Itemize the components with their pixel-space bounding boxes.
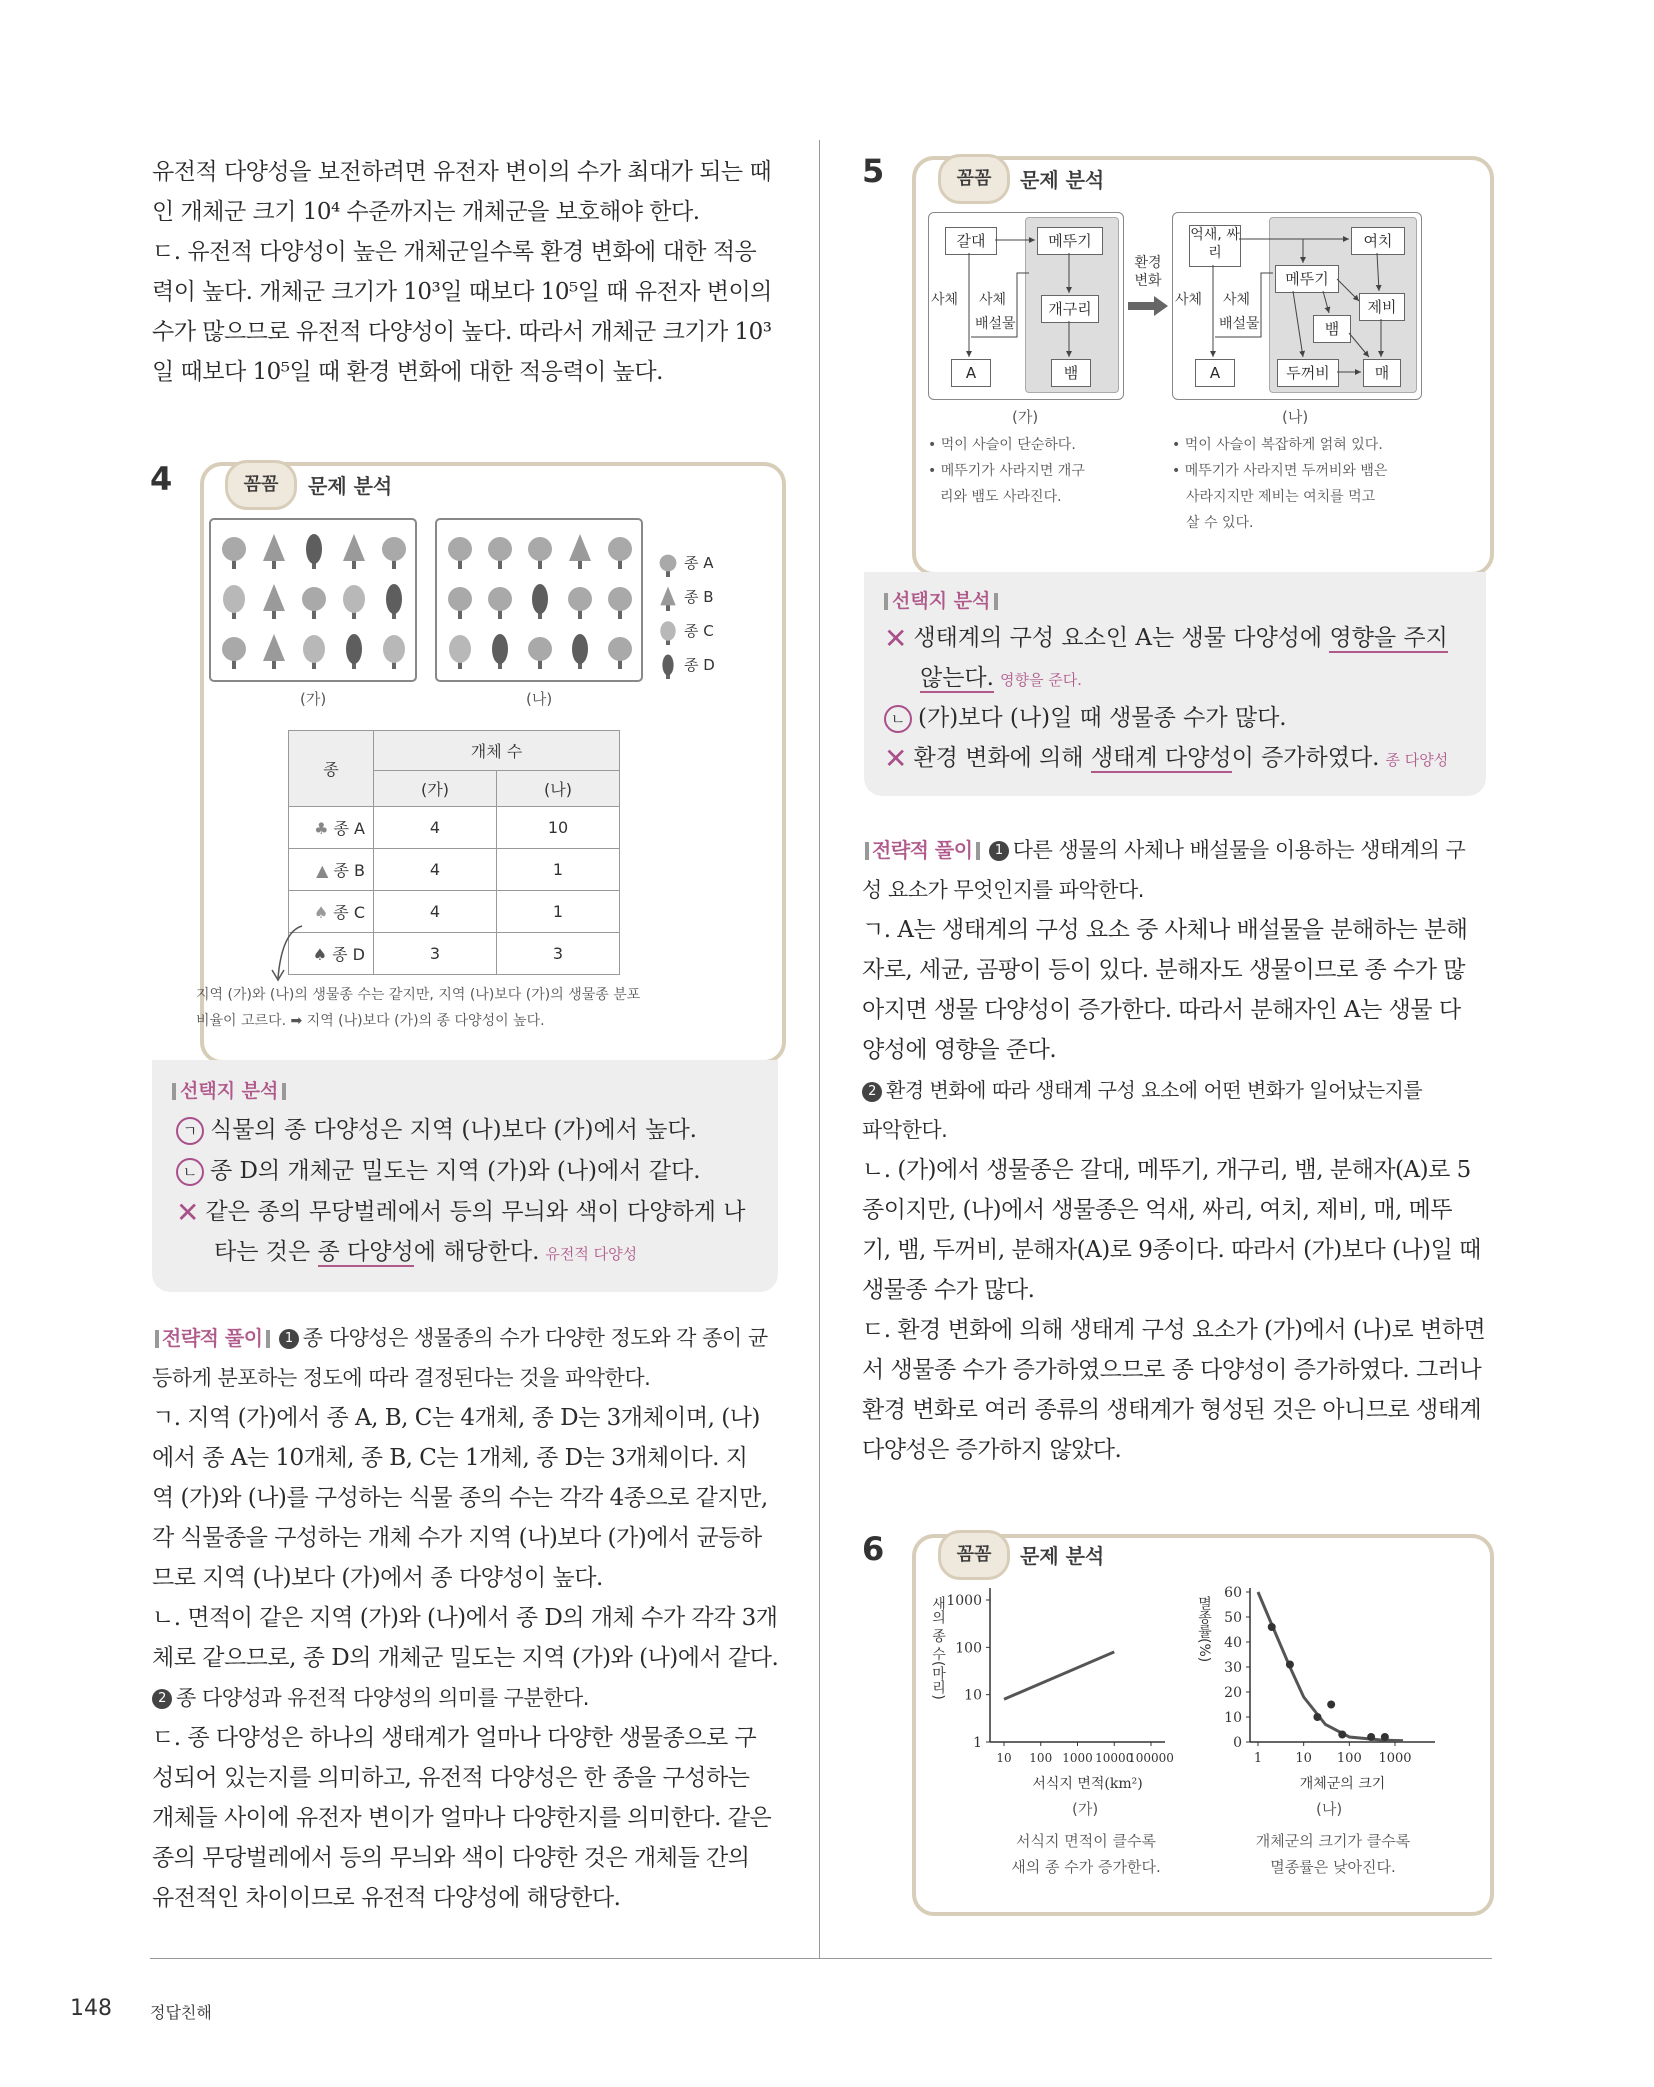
data-point [1313, 1713, 1321, 1721]
y-tick-label: 10 [964, 1687, 982, 1704]
table-header-ga: (가) [374, 771, 497, 807]
choice-1: ✕ 생태계의 구성 요소인 A는 생물 다양성에 영향을 주지 [884, 622, 1448, 655]
tree-icon [660, 621, 675, 645]
caption-ga: (가) [1012, 408, 1039, 426]
step-number-icon: 1 [989, 841, 1009, 861]
note-line: 서식지 면적이 클수록 [1016, 1832, 1156, 1850]
text-line: ㄷ. 종 다양성은 하나의 생태계가 얼마나 다양한 생물종으로 구 [152, 1725, 757, 1751]
x-tick-label: 10000 [1095, 1751, 1134, 1765]
badge: 꼼꼼 [938, 154, 1010, 204]
choice-1-cont [920, 662, 1082, 696]
data-point [1286, 1661, 1294, 1669]
note-line: 리와 뱀도 사라진다. [940, 489, 1062, 505]
node-katydid: 여치 [1351, 227, 1405, 255]
node-frog: 개구리 [1041, 295, 1099, 323]
text-line: 성되어 있는지를 의미하고, 유전적 다양성은 한 종을 구성하는 [152, 1765, 750, 1791]
x-tick-label: 1000 [1378, 1751, 1412, 1766]
y-tick-label: 0 [1233, 1735, 1242, 1751]
choice-2: ㄴ (가)보다 (나)일 때 생물종 수가 많다. [884, 702, 1287, 734]
y-tick-label: 1000 [946, 1593, 982, 1609]
y-tick-label: 20 [1224, 1685, 1242, 1701]
x-tick-label: 1000 [1062, 1751, 1093, 1765]
step-number-icon: 2 [862, 1082, 882, 1102]
text-line: 아지면 생물 다양성이 증가한다. 따라서 분해자인 A는 생물 다 [862, 997, 1461, 1023]
label-carcass: 사체 [979, 292, 1007, 308]
text-line: 양성에 영향을 준다. [862, 1037, 1057, 1063]
chart2-caption: (나) [1316, 1800, 1343, 1818]
left-top-text [152, 152, 792, 392]
node-swallow: 제비 [1359, 293, 1405, 321]
trend-curve [1258, 1592, 1403, 1741]
table-row [289, 849, 620, 891]
text-line: 인 개체군 크기 10⁴ 수준까지는 개체군을 보호해야 한다. [152, 199, 700, 225]
strategy-line: 등하게 분포하는 정도에 따라 결정된다는 것을 파악한다. [152, 1366, 651, 1390]
text-line: ㄴ. (가)에서 생물종은 갈대, 메뚜기, 개구리, 뱀, 분해자(A)로 5 [862, 1157, 1471, 1183]
data-point [1327, 1701, 1335, 1709]
node-grasshopper: 메뚜기 [1275, 265, 1339, 293]
correct-mark: ㄴ [884, 705, 912, 733]
choice-title: 선택지 분석 [880, 586, 1002, 613]
wrong-mark: ✕ [884, 742, 908, 775]
strategy-line: 성 요소가 무엇인지를 파악한다. [862, 878, 1144, 902]
label-carcass: 사체 [1175, 292, 1203, 308]
note-line: • 먹이 사슬이 복잡하게 얽혀 있다. [1172, 437, 1383, 453]
note-line: • 메뚜기가 사라지면 두꺼비와 뱀은 [1172, 463, 1388, 479]
x-tick-label: 100 [1029, 1751, 1053, 1765]
y-tick-label: 1 [973, 1735, 982, 1751]
underlined-text: 생태계 다양성 [1090, 745, 1232, 771]
page-number: 148 [70, 1996, 112, 2021]
table-note [196, 982, 640, 1034]
note-line: • 먹이 사슬이 단순하다. [928, 437, 1076, 453]
food-web-ga [928, 212, 1124, 400]
data-point [1268, 1623, 1276, 1631]
tree-icon [662, 655, 673, 680]
text-line: 력이 높다. 개체군 크기가 10³일 때보다 10⁵일 때 유전자 변이의 [152, 279, 772, 305]
tree-icon: ▲ [316, 861, 329, 880]
x-tick-label: 100000 [1128, 1751, 1174, 1765]
label-excrement: 배설물 [1219, 316, 1260, 332]
note-line: 새의 종 수가 증가한다. [1011, 1858, 1161, 1876]
text-line: ㄷ. 유전적 다양성이 높은 개체군일수록 환경 변화에 대한 적응 [152, 239, 757, 265]
chart-extinction-rate [1190, 1580, 1450, 1820]
x-tick-label: 100 [1336, 1751, 1362, 1766]
step-number-icon: 2 [152, 1689, 172, 1709]
count-cell: 1 [497, 849, 620, 891]
wrong-mark: ✕ [884, 622, 908, 655]
count-cell: 4 [374, 891, 497, 933]
choice-3-cont: 타는 것은 종 다양성에 해당한다. 유전적 다양성 [214, 1239, 638, 1265]
data-point [1338, 1731, 1346, 1739]
text-line: 에서 종 A는 10개체, 종 B, C는 1개체, 종 D는 3개체이다. 지 [152, 1445, 748, 1471]
species-cell: ♠ 종 C [289, 891, 374, 933]
y-tick-label: 10 [1224, 1710, 1242, 1726]
column-divider [819, 140, 820, 1958]
arrow-right-icon [1126, 294, 1170, 318]
underlined-text: 종 다양성 [317, 1239, 414, 1265]
text-line: ㄷ. 환경 변화에 의해 생태계 구성 요소가 (가)에서 (나)로 변하면 [862, 1317, 1486, 1343]
question-number: 6 [862, 1530, 885, 1568]
y-axis-label: 멸종률(%) [1196, 1596, 1212, 1663]
count-cell: 4 [374, 807, 497, 849]
text-line: 서 생물종 수가 증가하였으므로 종 다양성이 증가하였다. 그러나 [862, 1357, 1482, 1383]
label-carcass: 사체 [1223, 292, 1251, 308]
choice-3: ✕ 같은 종의 무당벌레에서 등의 무늬와 색이 다양하게 나 [176, 1196, 746, 1229]
region-label-ga: (가) [300, 690, 327, 708]
label-excrement: 배설물 [975, 316, 1016, 332]
tree-icon [660, 587, 675, 612]
correction-note: 종 다양성 [1385, 751, 1449, 769]
text-line: 자로, 세균, 곰팡이 등이 있다. 분해자도 생물이므로 종 수가 많 [862, 957, 1465, 983]
text-line: ㄴ. 면적이 같은 지역 (가)와 (나)에서 종 D의 개체 수가 각각 3개 [152, 1605, 778, 1631]
text-line: 각 식물종을 구성하는 개체 수가 지역 (나)보다 (가)에서 균등하 [152, 1525, 762, 1551]
note-line: 사라지지만 제비는 여치를 먹고 [1186, 489, 1376, 505]
footer-label: 정답친해 [150, 2003, 212, 2022]
count-cell: 10 [497, 807, 620, 849]
y-tick-label: 50 [1224, 1610, 1242, 1626]
y-axis-label: 새의 종 수(마리) [930, 1596, 946, 1700]
legend-d: 종 D [684, 656, 715, 674]
note-line: 비율이 고르다. ➡ 지역 (나)보다 (가)의 종 다양성이 높다. [196, 1013, 545, 1029]
data-point [1367, 1733, 1375, 1741]
text-line: ㄱ. A는 생태계의 구성 요소 중 사체나 배설물을 분해하는 분해 [862, 917, 1468, 943]
table-row [289, 807, 620, 849]
notes-na [1172, 432, 1387, 536]
strategy-line: 2 종 다양성과 유전적 다양성의 의미를 구분한다. [152, 1678, 792, 1718]
count-cell: 3 [497, 933, 620, 975]
data-point [1381, 1733, 1389, 1741]
legend-c: 종 C [684, 622, 714, 640]
note-line: • 메뚜기가 사라지면 개구 [928, 463, 1085, 479]
text-line: 체로 같으므로, 종 D의 개체군 밀도는 지역 (가)와 (나)에서 같다. [152, 1645, 779, 1671]
caption-na: (나) [1282, 408, 1309, 426]
label-carcass: 사체 [931, 292, 959, 308]
tree-icon: ♠ [312, 945, 328, 964]
text-line: 기, 뱀, 두꺼비, 분해자(A)로 9종이다. 따라서 (가)보다 (나)일 때 [862, 1237, 1481, 1263]
strategy-text-4 [152, 1318, 792, 1918]
node-decomposer-a: A [1195, 359, 1235, 387]
species-cell: ♠ 종 D [289, 933, 374, 975]
pointer-arrow [268, 922, 308, 984]
chart1-caption: (가) [1072, 1800, 1099, 1818]
table-header-species: 종 [289, 731, 374, 807]
footer-rule [150, 1958, 1492, 1959]
text-line: 생물종 수가 많다. [862, 1277, 1035, 1303]
node-eulalia: 억새, 싸리 [1189, 225, 1241, 267]
correction-note: 영향을 준다. [999, 671, 1082, 689]
underlined-text: 영향을 주지 [1329, 625, 1448, 651]
text-line: 유전적인 차이이므로 유전적 다양성에 해당한다. [152, 1885, 621, 1911]
legend-b: 종 B [684, 588, 714, 606]
table-header-na: (나) [497, 771, 620, 807]
y-tick-label: 60 [1224, 1585, 1242, 1601]
tree-icon: ♣ [314, 819, 329, 838]
node-reed: 갈대 [945, 227, 997, 255]
food-web-arrows [929, 213, 1123, 399]
choice-3: ✕ 환경 변화에 의해 생태계 다양성이 증가하였다. 종 다양성 [884, 742, 1449, 775]
text-line: 환경 변화로 여러 종류의 생태계가 형성된 것은 아니므로 생태계 [862, 1397, 1482, 1423]
x-tick-label: 10 [1295, 1751, 1312, 1766]
species-table [288, 730, 620, 975]
node-decomposer-a: A [951, 359, 991, 387]
count-cell: 3 [374, 933, 497, 975]
y-tick-label: 30 [1224, 1660, 1242, 1676]
box-title: 문제 분석 [1020, 1544, 1105, 1568]
legend-a: 종 A [684, 554, 714, 572]
x-tick-label: 10 [996, 1751, 1012, 1765]
x-axis-label: 개체군의 크기 [1299, 1776, 1386, 1792]
box-title: 문제 분석 [1020, 168, 1105, 192]
strategy-text-5 [862, 830, 1502, 1470]
text-line: ㄱ. 지역 (가)에서 종 A, B, C는 4개체, 종 D는 3개체이며, (나) [152, 1405, 760, 1431]
strategy-line: 전략적 풀이 1 종 다양성은 생물종의 수가 다양한 정도와 각 종이 균 [152, 1318, 792, 1358]
underlined-text: 않는다. [920, 665, 994, 691]
step-number-icon: 1 [279, 1329, 299, 1349]
correct-mark: ㄴ [176, 1158, 204, 1186]
text-line: 유전적 다양성을 보전하려면 유전자 변이의 수가 최대가 되는 때 [152, 159, 772, 185]
choice-title: 선택지 분석 [168, 1076, 290, 1103]
text-line: 역 (가)와 (나)를 구성하는 식물 종의 수는 각각 4종으로 같지만, [152, 1485, 768, 1511]
table-row [289, 933, 620, 975]
table-row [289, 891, 620, 933]
chart-habitat-area [920, 1580, 1180, 1820]
note-line: 살 수 있다. [1186, 515, 1254, 531]
notes-ga [928, 432, 1085, 510]
choice-2: ㄴ 종 D의 개체군 밀도는 지역 (가)와 (나)에서 같다. [176, 1155, 701, 1187]
note-line: 개체군의 크기가 클수록 [1255, 1832, 1411, 1850]
text-line: 수가 많으므로 유전적 다양성이 높다. 따라서 개체군 크기가 10³ [152, 319, 772, 345]
text-line: 종의 무당벌레에서 등의 무늬와 색이 다양한 것은 개체들 간의 [152, 1845, 750, 1871]
note-line: 지역 (가)와 (나)의 생물종 수는 같지만, 지역 (나)보다 (가)의 생물종 분포 [196, 987, 641, 1003]
text-line: 다양성은 증가하지 않았다. [862, 1437, 1122, 1463]
species-cell: ▲ 종 B [289, 849, 374, 891]
region-label-na: (나) [526, 690, 553, 708]
strategy-line: 파악한다. [862, 1118, 948, 1142]
node-grasshopper: 메뚜기 [1037, 227, 1103, 255]
change-label: 환경 변화 [1134, 255, 1162, 289]
table-header-count: 개체 수 [374, 731, 620, 771]
correct-mark: ㄱ [176, 1117, 204, 1145]
food-web-arrows [1173, 213, 1421, 399]
food-web-na [1172, 212, 1422, 400]
text-line: 일 때보다 10⁵일 때 환경 변화에 대한 적응력이 높다. [152, 359, 663, 385]
count-cell: 1 [497, 891, 620, 933]
y-tick-label: 100 [955, 1640, 982, 1657]
tree-grids [208, 515, 728, 715]
text-line: 므로 지역 (나)보다 (가)에서 종 다양성이 높다. [152, 1565, 603, 1591]
chart1-note [996, 1828, 1176, 1880]
tree-icon: ♠ [313, 903, 329, 922]
series-line [1004, 1652, 1114, 1699]
question-number: 4 [150, 460, 173, 498]
node-snake: 뱀 [1051, 359, 1091, 387]
y-tick-label: 40 [1224, 1635, 1242, 1651]
node-hawk: 매 [1363, 359, 1401, 387]
badge: 꼼꼼 [938, 1530, 1010, 1580]
node-toad: 두꺼비 [1277, 359, 1339, 387]
box-title: 문제 분석 [308, 474, 393, 498]
wrong-mark: ✕ [176, 1196, 200, 1229]
note-line: 멸종률은 낮아진다. [1270, 1858, 1396, 1876]
chart2-note [1238, 1828, 1428, 1880]
strategy-line: 전략적 풀이 1 다른 생물의 사체나 배설물을 이용하는 생태계의 구 [862, 830, 1502, 870]
correction-note: 유전적 다양성 [545, 1245, 638, 1263]
text-line: 종이지만, (나)에서 생물종은 억새, 싸리, 여치, 제비, 매, 메뚜 [862, 1197, 1453, 1223]
count-cell: 4 [374, 849, 497, 891]
strategy-line: 2 환경 변화에 따라 생태계 구성 요소에 어떤 변화가 일어났는지를 [862, 1070, 1502, 1110]
x-axis-label: 서식지 면적(km²) [1032, 1776, 1143, 1792]
x-tick-label: 1 [1253, 1751, 1263, 1766]
text-line: 개체들 사이에 유전자 변이가 얼마나 다양한지를 의미한다. 같은 [152, 1805, 772, 1831]
question-number: 5 [862, 152, 885, 190]
species-cell: ♣ 종 A [289, 807, 374, 849]
badge: 꼼꼼 [225, 460, 297, 510]
node-snake: 뱀 [1313, 315, 1351, 343]
choice-1: ㄱ 식물의 종 다양성은 지역 (나)보다 (가)에서 높다. [176, 1114, 697, 1146]
tree-icon [660, 555, 677, 577]
